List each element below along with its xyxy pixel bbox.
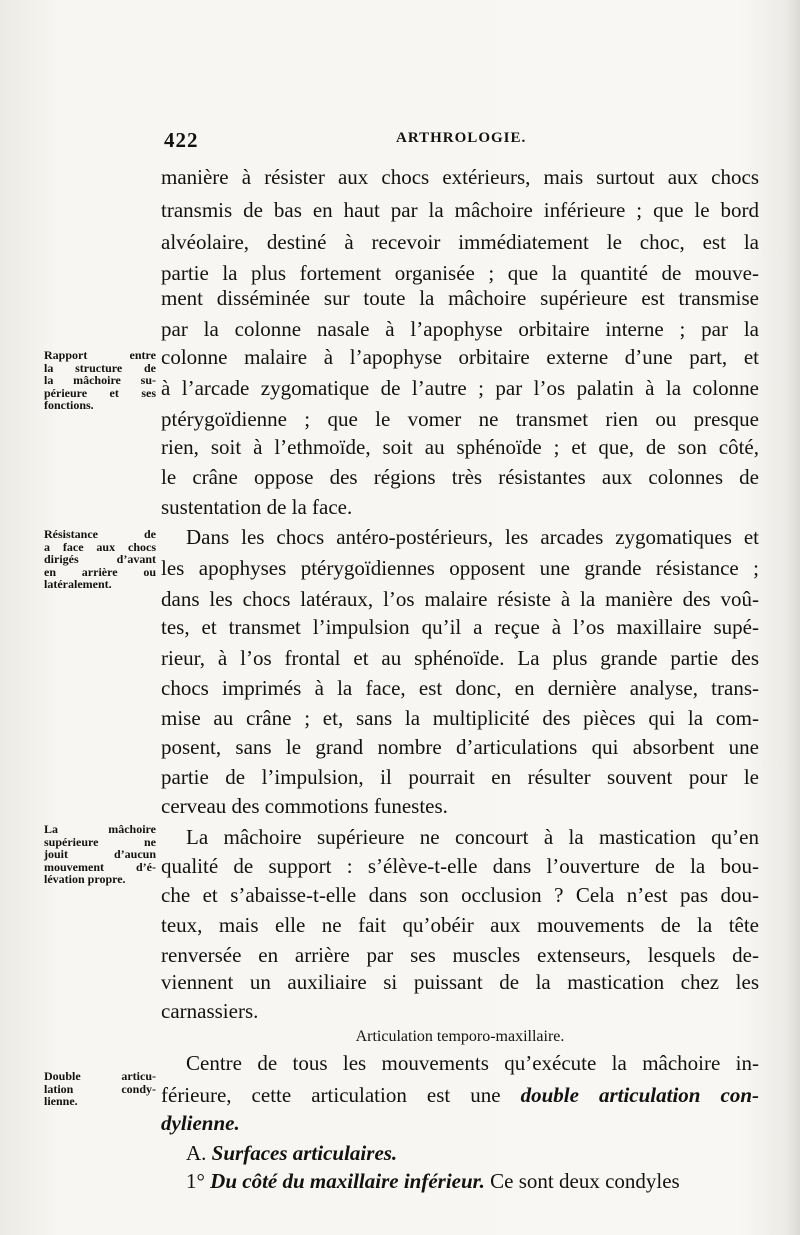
margin-note-line: fonctions.: [44, 398, 94, 412]
item-number: 1°: [186, 1169, 205, 1193]
margin-note: [44, 528, 156, 591]
body-line: tes, et transmet l’impulsion qu’il a reçue à l’os maxillaire supé-: [161, 615, 759, 639]
margin-note: [44, 823, 156, 886]
emphasis-text: double articulation con-: [520, 1083, 760, 1107]
body-line-mixed: [161, 1080, 759, 1110]
margin-note-line: Double articu-: [44, 1069, 156, 1083]
margin-note-line: lienne.: [44, 1094, 78, 1108]
running-head: [0, 128, 800, 158]
body-text: férieure, cette articulation est une: [161, 1083, 501, 1107]
body-line: rien, soit à l’ethmoïde, soit au sphénoïde ; et que, de son côté,: [161, 435, 759, 459]
page-number: 422: [164, 128, 199, 152]
running-title: ARTHROLOGIE.: [396, 130, 527, 146]
body-line: mise au crâne ; et, sans la multiplicité des pièces qui la com-: [161, 706, 759, 730]
margin-note-line: Résistance de: [44, 527, 156, 541]
body-text: Ce sont deux condyles: [490, 1169, 680, 1193]
margin-note-line: La mâchoire: [44, 822, 156, 836]
margin-note: [44, 1070, 156, 1108]
margin-note-line: périeure et ses: [44, 385, 156, 400]
body-line: partie de l’impulsion, il pourrait en résulter souvent pour le: [161, 765, 759, 789]
section-heading: Articulation temporo-maxillaire.: [355, 1028, 565, 1045]
margin-note-line: la mâchoire su-: [44, 373, 156, 387]
page-edge-shadow: [786, 0, 800, 1235]
body-line: cerveau des commotions funestes.: [161, 794, 448, 818]
body-line: Dans les chocs antéro-postérieurs, les arcades zygomatiques et: [186, 525, 759, 549]
body-line: transmis de bas en haut par la mâchoire inférieure ; que le bord: [161, 198, 759, 222]
body-line: ptérygoïdienne ; que le vomer ne transmet rien ou presque: [161, 407, 759, 431]
margin-note-line: dirigés d’avant: [44, 552, 156, 566]
margin-note-line: jouit d’aucun: [44, 847, 156, 861]
subsection-heading: [186, 1138, 759, 1168]
body-line: manière à résister aux chocs extérieurs, mais surtout aux chocs: [161, 165, 759, 189]
body-line-mixed: [186, 1166, 759, 1196]
body-line: renversée en arrière par ses muscles extenseurs, lesquels de-: [161, 943, 759, 967]
margin-note-line: a face aux chocs: [44, 539, 156, 554]
body-line: teux, mais elle ne fait qu’obéir aux mouvements de la tête: [161, 913, 759, 937]
emphasis-text: dylienne.: [161, 1111, 240, 1135]
body-line: ment disséminée sur toute la mâchoire supérieure est transmise: [161, 286, 759, 310]
body-line: sustentation de la face.: [161, 495, 353, 519]
margin-note-line: la structure de: [44, 360, 156, 375]
body-line: Centre de tous les mouvements qu’exécute la mâchoire in-: [186, 1051, 759, 1075]
margin-note-line: lation condy-: [44, 1081, 156, 1096]
subsection-title: Surfaces articulaires.: [211, 1141, 398, 1165]
margin-note-line: lévation propre.: [44, 872, 126, 886]
subsection-letter: A.: [186, 1141, 207, 1165]
body-line: les apophyses ptérygoïdiennes opposent une grande résistance ;: [161, 556, 759, 580]
body-line: le crâne oppose des régions très résistantes aux colonnes de: [161, 465, 759, 489]
body-line: carnassiers.: [161, 999, 259, 1023]
margin-note-line: en arrière ou: [44, 564, 156, 579]
margin-note-line: supérieure ne: [44, 834, 156, 849]
body-line: colonne malaire à l’apophyse orbitaire externe d’une part, et: [161, 345, 759, 369]
margin-note-line: Rapport entre: [44, 348, 156, 362]
body-line: [161, 1108, 759, 1138]
margin-note-line: mouvement d’é-: [44, 859, 156, 874]
body-line: posent, sans le grand nombre d’articulations qui absorbent une: [161, 735, 759, 759]
body-line: partie la plus fortement organisée ; que la quantité de mouve-: [161, 261, 759, 285]
emphasis-text: Du côté du maxillaire inférieur.: [210, 1169, 485, 1193]
body-line: rieur, à l’os frontal et au sphénoïde. La plus grande partie des: [161, 646, 759, 670]
margin-note-line: latéralement.: [44, 577, 112, 591]
body-line: viennent un auxiliaire si puissant de la mastication chez les: [161, 970, 759, 994]
body-line: alvéolaire, destiné à recevoir immédiatement le choc, est la: [161, 230, 759, 254]
body-line: che et s’abaisse-t-elle dans son occlusion ? Cela n’est pas dou-: [161, 883, 759, 907]
margin-note: [44, 349, 156, 412]
body-line: La mâchoire supérieure ne concourt à la mastication qu’en: [186, 825, 759, 849]
body-line: qualité de support : s’élève-t-elle dans l’ouverture de la bou-: [161, 854, 759, 878]
body-line: par la colonne nasale à l’apophyse orbitaire interne ; par la: [161, 317, 759, 341]
body-line: dans les chocs latéraux, l’os malaire résiste à la manière des voû-: [161, 587, 759, 611]
body-line: chocs imprimés à la face, est donc, en dernière analyse, trans-: [161, 676, 759, 700]
body-line: à l’arcade zygomatique de l’autre ; par l’os palatin à la colonne: [161, 376, 759, 400]
